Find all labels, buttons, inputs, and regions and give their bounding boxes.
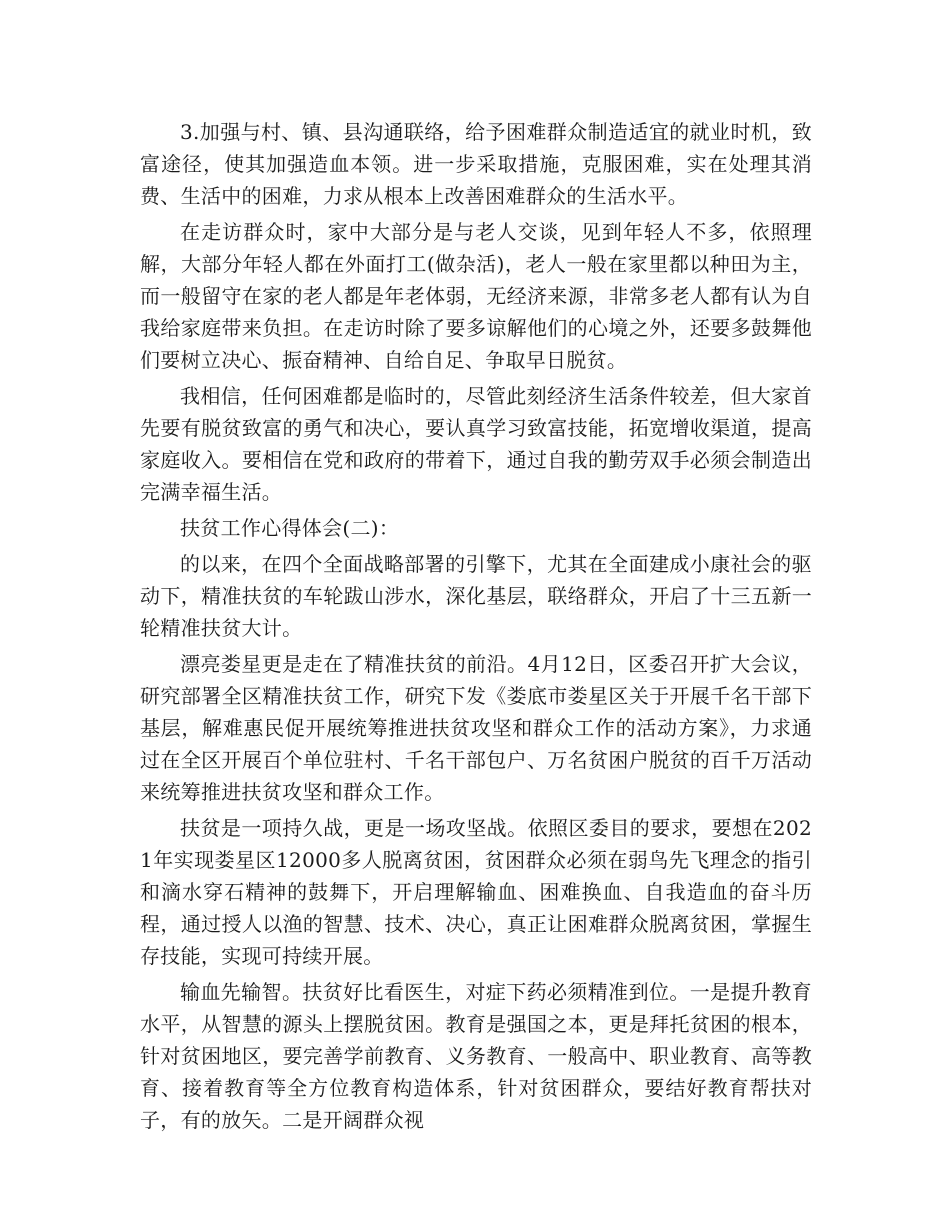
section-heading: 扶贫工作心得体会(二)： bbox=[180, 516, 400, 540]
paragraph: 的以来，在四个全面战略部署的引擎下，尤其在全面建成小康社会的驱动下，精准扶贫的车轮跋山涉水，深化基层，联络群众，开启了十三五新一轮精准扶贫大计。 bbox=[140, 552, 812, 640]
paragraph: 3.加强与村、镇、县沟通联络，给予困难群众制造适宜的就业时机，致富途径，使其加强造血本领。进一步采取措施，克服困难，实在处理其消费、生活中的困难，力求从根本上改善困难群众的生活水平。 bbox=[140, 120, 812, 208]
paragraph: 漂亮娄星更是走在了精准扶贫的前沿。4月12日，区委召开扩大会议，研究部署全区精准扶贫工作，研究下发《娄底市娄星区关于开展千名干部下基层，解难惠民促开展统筹推进扶贫攻坚和群众工作的活动方案》，力求通过在全区开展百个单位驻村、千名干部包户、万名贫困户脱贫的百千万活动来统筹推进扶贫攻坚和群众工作。 bbox=[140, 652, 812, 804]
paragraph: 输血先输智。扶贫好比看医生，对症下药必须精准到位。一是提升教育水平，从智慧的源头上摆脱贫困。教育是强国之本，更是拜托贫困的根本，针对贫困地区，要完善学前教育、义务教育、一般高中、职业教育、高等教育、接着教育等全方位教育构造体系，针对贫困群众，要结好教育帮扶对子，有的放矢。二是开阔群众视 bbox=[140, 980, 812, 1132]
paragraph: 在走访群众时，家中大部分是与老人交谈，见到年轻人不多，依照理解，大部分年轻人都在外面打工(做杂活)，老人一般在家里都以种田为主，而一般留守在家的老人都是年老体弱，无经济来源，非常多老人都有认为自我给家庭带来负担。在走访时除了要多谅解他们的心境之外，还要多鼓舞他们要树立决心、振奋精神、自给自足、争取早日脱贫。 bbox=[140, 220, 812, 372]
paragraph: 我相信，任何困难都是临时的，尽管此刻经济生活条件较差，但大家首先要有脱贫致富的勇气和决心，要认真学习致富技能，拓宽增收渠道，提高家庭收入。要相信在党和政府的带着下，通过自我的勤劳双手必须会制造出完满幸福生活。 bbox=[140, 384, 812, 504]
document-body bbox=[140, 116, 812, 1140]
paragraph: 扶贫是一项持久战，更是一场攻坚战。依照区委目的要求，要想在2021年实现娄星区12000多人脱离贫困，贫困群众必须在弱鸟先飞理念的指引和滴水穿石精神的鼓舞下，开启理解输血、困难换血、自我造血的奋斗历程，通过授人以渔的智慧、技术、决心，真正让困难群众脱离贫困，掌握生存技能，实现可持续开展。 bbox=[140, 816, 812, 968]
